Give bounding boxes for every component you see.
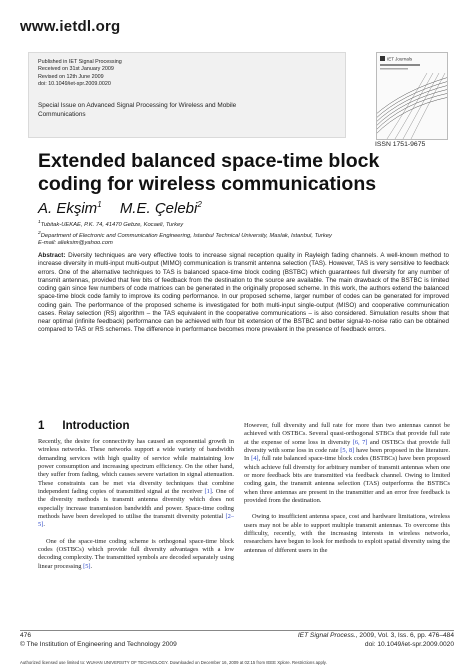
received-date: Received on 31st January 2009 bbox=[38, 66, 114, 73]
abstract-text: Diversity techniques are very effective tools to increase signal reception quality in Rayleigh fading channels. A well-known method to increase diversity in multi-input multi-output (MIMO) communication is transmit antenna selection (TAS). However, TAS is very sensitive to feedback errors. One of the alternative techniques to TAS is balanced space-time block coding (BSTBC) which guarantees full diversity for any number of transmit antennas, provided that few bits of feedback from the destination to the source are available. The main drawback of the BSTBC is limited coding gain since few numbers of code matrices can be generated in the originally proposed scheme. In this work, the authors extend the balanced space-time block code family to improve its coding performance. In our proposed scheme, larger number of codes can be generated for improved coding gain. The performance of the proposed scheme is investigated for both multi-input single-output (MISO) and cooperative communication cases. Relay selection (RS) algorithm – the TAS equivalent in the cooperative communications – is also considered. Simulation results show that near optimal (infinite feedback) performance can be achieved with four bit extension of the BSTBC and better signal-to-noise ratio can be obtained compared to TAS or RS schemes. The difference in performance becomes more prevalent in the presence of feedback errors. bbox=[38, 252, 449, 334]
citation-link[interactable]: [4] bbox=[251, 455, 259, 463]
author-name: A. Ekşim bbox=[38, 200, 98, 217]
volume-info: , 2009, Vol. 3, Iss. 6, pp. 476–484 bbox=[355, 632, 454, 639]
paragraph: Recently, the desire for connectivity has caused an exponential growth in wireless networks. These networks support a wide variety of bandwidth demanding services with high quality of service while maintaining low power consumption and increasing spectrum efficiency. On the other hand, they suffer from fading, which causes severe variation in signal attenuation. These constraints can be met via diversity techniques that combine independent fading copies of transmitted signal at the receiver [1]. One of the diversity methods is transmit antenna diversity which does not especially increase transmission bandwidth and power. Space-time coding methods have been developed to utilise the transmit diversity potential [2–5]. bbox=[38, 438, 234, 529]
doi-line[interactable]: doi: 10.1049/iet-spr.2009.0020 bbox=[38, 81, 111, 88]
license-notice: Authorized licensed use limited to: WUHAN UNIVERSITY OF TECHNOLOGY. Downloaded on December 16, 2009 at 02:15 from IEEE Xplore. Restrictions apply. bbox=[20, 660, 327, 665]
published-in: Published in IET Signal Processing bbox=[38, 59, 122, 65]
citation-link[interactable]: [5, 8] bbox=[340, 447, 355, 455]
issn: ISSN 1751-9675 bbox=[375, 141, 426, 148]
journal-name: IET Signal Process. bbox=[297, 632, 356, 639]
paper-title: Extended balanced space-time block coding for wireless communications bbox=[38, 150, 380, 195]
paragraph: Owing to insufficient antenna space, cost and hardware limitations, wireless users may not be able to support multiple transmit antennas. To overcome this difficulty, recently, with the increasing interests in wireless networks, researchers have begun to look for methods to exploit spatial diversity using the antennas of different users in the bbox=[244, 513, 450, 554]
page-number: 476 bbox=[20, 632, 32, 639]
affiliation-line: $^1$Tubitak-UEKAE, P.K. 74, 41470 Gebze, Kocaeli, Turkey bbox=[38, 220, 184, 228]
publication-info bbox=[38, 59, 122, 89]
special-issue: Special Issue on Advanced Signal Processing for Wireless and Mobile Communications bbox=[38, 102, 237, 119]
left-column bbox=[38, 438, 234, 571]
footer-divider bbox=[20, 630, 454, 631]
email[interactable]: E-mail: alieksim@yahoo.com bbox=[38, 240, 113, 247]
journal-cover bbox=[376, 52, 448, 140]
journal-cover-image bbox=[377, 53, 447, 139]
revised-date: Revised on 12th June 2009 bbox=[38, 73, 104, 80]
section-title: Introduction bbox=[62, 420, 130, 432]
cover-brand: IET Journals bbox=[387, 56, 413, 62]
author-affiliation-mark: 2 bbox=[197, 200, 202, 209]
footer-right bbox=[298, 632, 454, 650]
section-heading bbox=[38, 420, 129, 432]
footer-doi[interactable]: doi: 10.1049/iet-spr.2009.0020 bbox=[364, 640, 454, 648]
site-url[interactable]: www.ietdl.org bbox=[20, 18, 121, 35]
citation-link[interactable]: [5] bbox=[83, 562, 91, 570]
citation-link[interactable]: [2–5] bbox=[38, 513, 234, 529]
citation-link[interactable]: [1] bbox=[204, 488, 212, 496]
affiliation-line: $^2$Department of Electronic and Communication Engineering, Istanbul Technical University, Maslak, Istanbul, Turkey bbox=[38, 230, 332, 239]
right-column bbox=[244, 422, 450, 555]
affiliations bbox=[38, 219, 458, 248]
abstract bbox=[38, 252, 449, 335]
author-name: M.E. Çelebi bbox=[119, 200, 198, 217]
author-list bbox=[38, 200, 202, 217]
footer-left bbox=[20, 632, 177, 650]
section-number: 1 bbox=[38, 420, 45, 432]
paragraph: One of the space-time coding scheme is orthogonal space-time block codes (OSTBCs) which provide full diversity advantages with a low decoding complexity. The transmitted symbols are decoded separately using linear processing [5]. bbox=[38, 537, 234, 570]
abstract-label: Abstract: bbox=[38, 252, 66, 259]
author-affiliation-mark: 1 bbox=[97, 200, 102, 209]
citation-link[interactable]: [6, 7] bbox=[352, 438, 368, 446]
paragraph: However, full diversity and full rate for more than two antennas cannot be achieved with OSTBCs. Several quasi-orthogonal STBCs that provide full rate at the expense of some loss in diversity [6, 7] and OSTBCs that provide full diversity with some loss in code rate [5, 8] have been proposed in the literature. In [4], full rate balanced space-time block codes (BSTBCs) have been proposed which achieve full diversity for arbitrary number of transmit antennas when one or more feedback bits are transmitted via feedback channel. Owing to limited coding gain, the transmit antenna selection (TAS) outperforms the BSTBCs when three antennas are present in the transmitter and an error free feedback is provided from the destination. bbox=[244, 422, 450, 505]
journal-citation bbox=[298, 632, 454, 641]
copyright: © The Institution of Engineering and Technology 2009 bbox=[20, 640, 177, 648]
